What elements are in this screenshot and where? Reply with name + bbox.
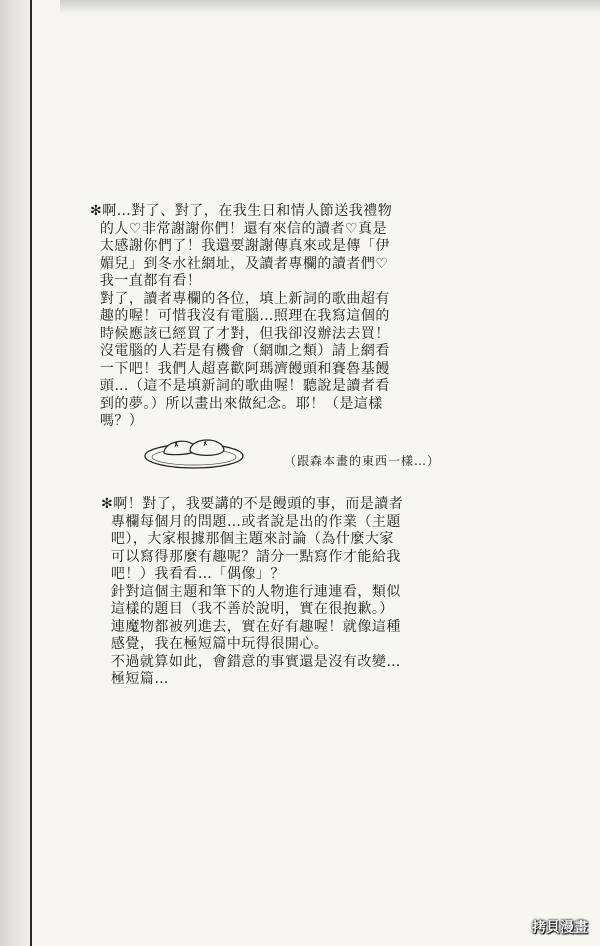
- note-line: 頭…（這不是填新詞的歌曲喔！聽說是讀者看: [99, 378, 390, 394]
- note-line: 感覺，我在極短篇中玩得很開心。: [110, 636, 329, 652]
- note-line: 趣的喔！可惜我沒有電腦…照理在我寫這個的: [99, 308, 390, 324]
- note-line: 吧），大家根據那個主題來討論（為什麼大家: [110, 531, 394, 547]
- note-line: 吧！）我看看…「偶像」？: [110, 566, 285, 582]
- site-watermark: 拷貝漫畫: [532, 920, 588, 936]
- note-line: 極短篇…: [110, 671, 169, 687]
- note-line: 針對這個主題和筆下的人物進行連連看，類似: [110, 583, 401, 600]
- note-line: 連魔物都被列進去，實在好有趣喔！就像這種: [110, 618, 401, 635]
- note-line: 不過就算如此，會錯意的事實還是沒有改變…: [110, 653, 401, 670]
- note-line: 這樣的題目（我不善於說明，實在很抱歉。）: [110, 601, 394, 617]
- note-line: 啊…對了、對了，在我生日和情人節送我禮物: [102, 203, 393, 219]
- note-line: 太感謝你們了！我還要謝謝傳真來或是傳「伊: [99, 238, 390, 254]
- asterisk-mark: ✻: [90, 203, 103, 219]
- note-line: 對了，讀者專欄的各位，填上新詞的歌曲超有: [99, 290, 390, 307]
- note-line: 嗎？）: [99, 413, 144, 429]
- illustration-caption: （跟森本畫的東西一樣…）: [284, 454, 441, 468]
- author-note-birthday: [90, 203, 392, 431]
- note-line: 沒電腦的人若是有機會（網咖之類）請上網看: [99, 343, 390, 359]
- note-line: 到的夢。）所以畫出來做紀念。耶！（是這樣: [99, 395, 383, 412]
- note-line: 啊！對了，我要講的不是饅頭的事，而是讀者: [113, 496, 404, 512]
- note-line: 的人♡非常謝謝你們！還有來信的讀者♡真是: [99, 220, 388, 237]
- asterisk-mark: ✻: [101, 496, 114, 512]
- author-note-reader-column: [101, 496, 403, 689]
- note-line: 我一直都有看！: [99, 273, 202, 289]
- manju-buns-illustration: [142, 426, 246, 472]
- note-line: 可以寫得那麼有趣呢？請分一點寫作才能給我: [110, 548, 401, 565]
- note-line: 一下吧！我們人超喜歡阿瑪濟饅頭和賽魯基饅: [99, 360, 390, 377]
- note-line: 媚兒」到冬水社網址，及讀者專欄的讀者們♡: [99, 255, 389, 272]
- binding-shadow: [0, 0, 30, 946]
- scan-top-edge: [60, 0, 600, 14]
- note-line: 專欄每個月的問題…或者說是出的作業（主題: [110, 513, 401, 530]
- page-binding-edge: [30, 0, 32, 946]
- note-line: 時候應該已經買了才對，但我卻沒辦法去買！: [99, 325, 390, 342]
